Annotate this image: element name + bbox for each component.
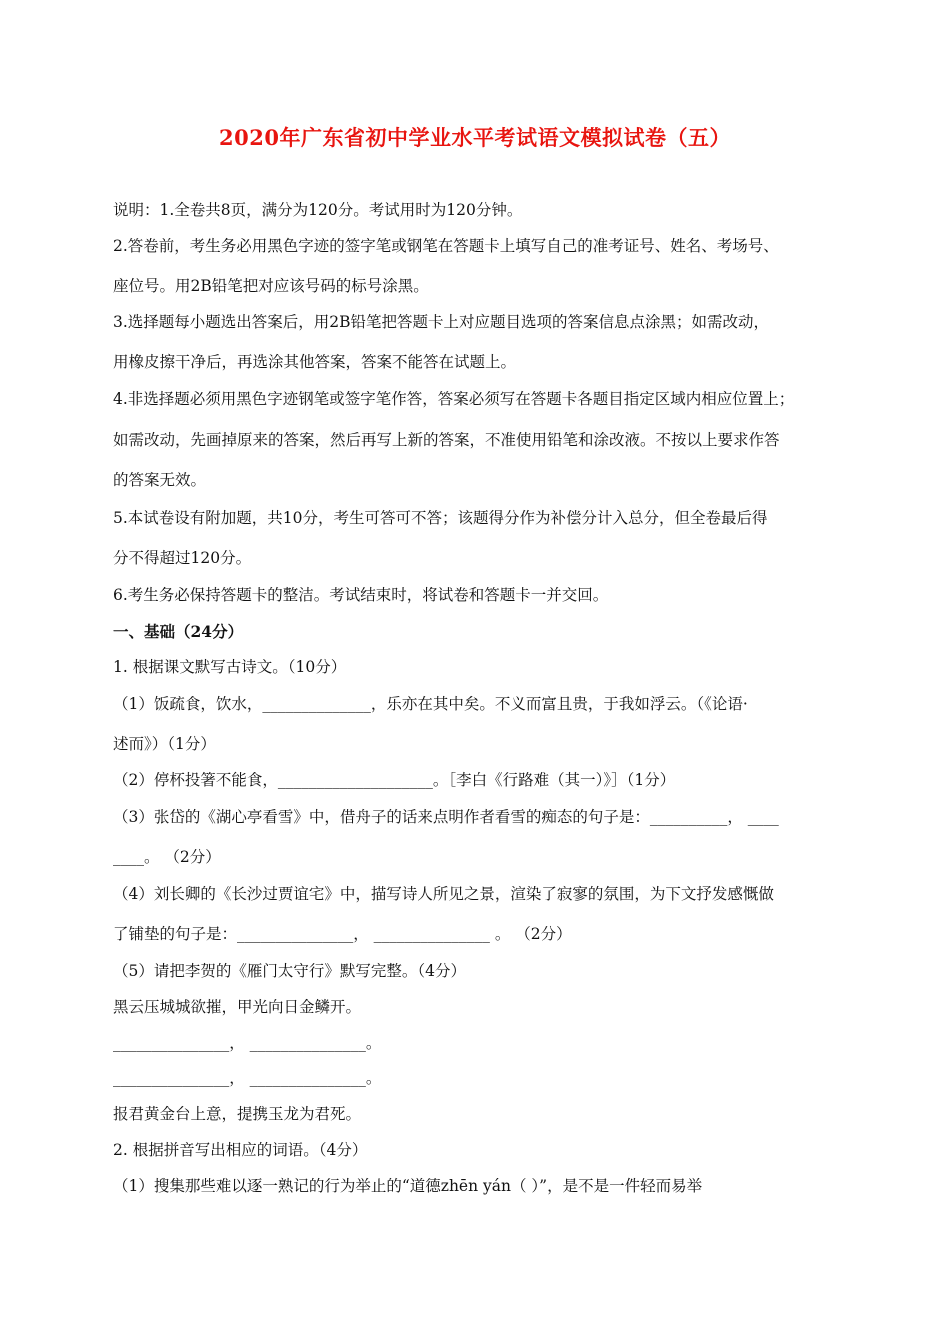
question-line: （3）张岱的《湖心亭看雪》中，借舟子的话来点明作者看雪的痴态的句子是：__________， ____ <box>113 808 779 826</box>
instruction-line: 2.答卷前，考生务必用黑色字迹的签字笔或钢笔在答题卡上填写自己的准考证号、姓名、考场号、 <box>113 237 779 255</box>
instruction-line: 说明：1.全卷共8页，满分为120分。考试用时为120分钟。 <box>113 201 523 219</box>
question-line: 了铺垫的句子是：_______________， _______________ 。 （2分） <box>113 925 572 943</box>
instruction-line: 6.考生务必保持答题卡的整洁。考试结束时，将试卷和答题卡一并交回。 <box>113 586 609 604</box>
question-line: ____。 （2分） <box>113 848 221 866</box>
question-line: （2）停杯投箸不能食，____________________。［李白《行路难（其一）》］（1分） <box>113 771 676 789</box>
instruction-line: 座位号。用2B铅笔把对应该号码的标号涂黑。 <box>113 277 429 295</box>
question-line: 2. 根据拼音写出相应的词语。（4分） <box>113 1141 368 1159</box>
instruction-line: 用橡皮擦干净后，再选涂其他答案，答案不能答在试题上。 <box>113 353 517 371</box>
poem-blank-line: _______________， _______________。 <box>113 1034 382 1052</box>
question-line: （1）饭疏食，饮水，______________，乐亦在其中矣。不义而富且贵，于我如浮云。（《论语· <box>113 695 748 713</box>
question-line: 述而》）（1分） <box>113 735 216 753</box>
poem-line: 黑云压城城欲摧，甲光向日金鳞开。 <box>113 998 362 1016</box>
instruction-line: 如需改动，先画掉原来的答案，然后再写上新的答案，不准使用铅笔和涂改液。不按以上要求作答 <box>113 431 780 449</box>
instruction-line: 4.非选择题必须用黑色字迹钢笔或签字笔作答，答案必须写在答题卡各题目指定区域内相应位置上； <box>113 390 795 408</box>
section-heading: 一、基础（24分） <box>113 622 244 641</box>
question-line: （4）刘长卿的《长沙过贾谊宅》中，描写诗人所见之景，渲染了寂寥的氛围，为下文抒发感慨做 <box>113 885 774 903</box>
poem-blank-line: _______________， _______________。 <box>113 1069 382 1087</box>
instruction-line: 分不得超过120分。 <box>113 549 252 567</box>
poem-line: 报君黄金台上意，提携玉龙为君死。 <box>113 1105 362 1123</box>
instruction-line: 3.选择题每小题选出答案后，用2B铅笔把答题卡上对应题目选项的答案信息点涂黑；如需改动， <box>113 313 770 331</box>
instruction-line: 5.本试卷设有附加题，共10分，考生可答可不答；该题得分作为补偿分计入总分，但全卷最后得 <box>113 509 768 527</box>
question-line: （5）请把李贺的《雁门太守行》默写完整。（4分） <box>113 962 466 980</box>
instruction-line: 的答案无效。 <box>113 471 207 489</box>
question-line: （1）搜集那些难以逐一熟记的行为举止的“道德zhēn yán（ ）”，是不是一件轻而易举 <box>113 1177 703 1195</box>
question-line: 1. 根据课文默写古诗文。（10分） <box>113 658 347 676</box>
exam-title: 2020年广东省初中学业水平考试语文模拟试卷（五） <box>219 125 731 150</box>
